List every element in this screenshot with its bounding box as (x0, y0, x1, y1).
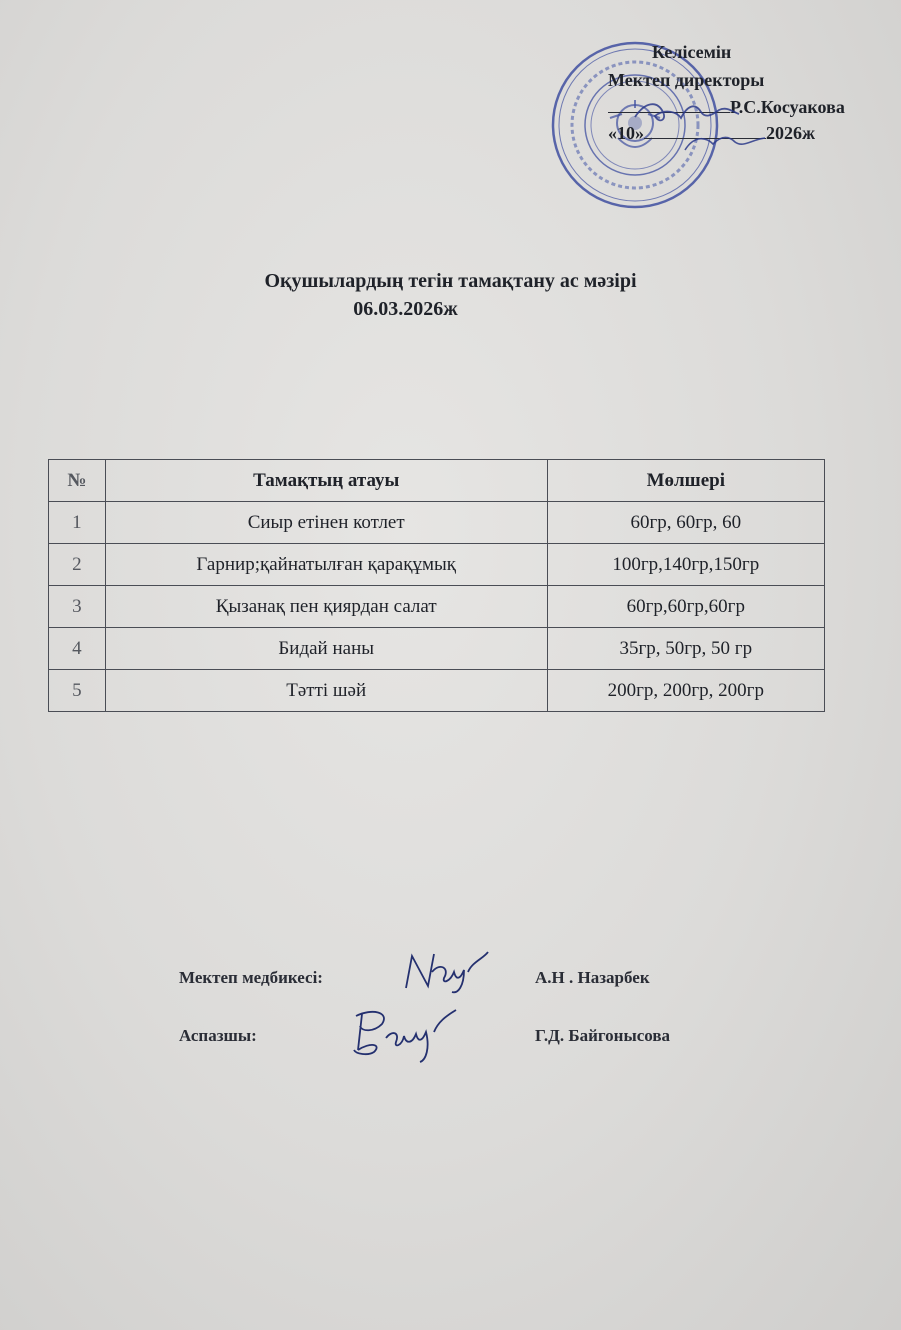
approval-year: 2026ж (766, 123, 816, 143)
row-dish-name: Сиыр етінен котлет (105, 502, 547, 544)
row-dish-name: Бидай наны (105, 628, 547, 670)
approval-position: Мектеп директоры (608, 70, 765, 90)
document-title: Оқушылардың тегін тамақтану ас мәзірі (264, 270, 637, 292)
row-number: 3 (49, 586, 106, 628)
row-number: 4 (49, 628, 106, 670)
table-header-row (49, 460, 825, 502)
row-quantity: 35гр, 50гр, 50 гр (547, 628, 824, 670)
row-number: 1 (49, 502, 106, 544)
cook-label: Аспазшы: (179, 1026, 257, 1045)
row-quantity: 200гр, 200гр, 200гр (547, 670, 824, 712)
row-quantity: 60гр,60гр,60гр (547, 586, 824, 628)
nurse-name: А.Н . Назарбек (535, 968, 650, 987)
row-dish-name: Тәтті шәй (105, 670, 547, 712)
approval-day: «10» (608, 123, 644, 143)
table-row (49, 628, 825, 670)
table-row (49, 586, 825, 628)
row-quantity: 100гр,140гр,150гр (547, 544, 824, 586)
cook-signature (342, 1002, 462, 1064)
menu-table (48, 459, 825, 712)
row-dish-name: Қызанақ пен қиярдан салат (105, 586, 547, 628)
table-row (49, 670, 825, 712)
header-quantity: Мөлшері (547, 460, 824, 502)
director-signature (615, 72, 775, 152)
nurse-label: Мектеп медбикесі: (179, 968, 323, 987)
approval-heading: Келісемін (652, 42, 732, 62)
document-date: 06.03.2026ж (353, 298, 458, 320)
table-row (49, 502, 825, 544)
director-name: Р.С.Косуакова (730, 97, 845, 117)
row-quantity: 60гр, 60гр, 60 (547, 502, 824, 544)
cook-name: Г.Д. Байгонысова (535, 1026, 671, 1045)
row-number: 5 (49, 670, 106, 712)
header-number: № (49, 460, 106, 502)
row-number: 2 (49, 544, 106, 586)
header-dish-name: Тамақтың атауы (105, 460, 547, 502)
table-row (49, 544, 825, 586)
approval-block (560, 30, 890, 220)
nurse-signature (398, 948, 498, 998)
row-dish-name: Гарнир;қайнатылған қарақұмық (105, 544, 547, 586)
